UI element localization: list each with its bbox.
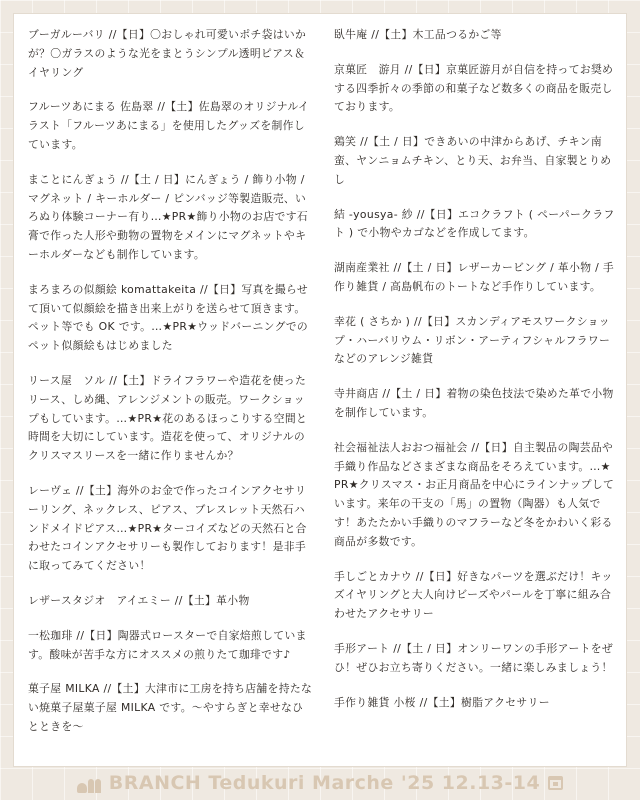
vendor-entry: 京菓匠 游月 //【日】京菓匠游月が自信を持ってお奨めする四季折々の季節の和菓子など数多くの商品を販売しております。 <box>334 62 614 114</box>
vendor-entry: 寺井商店 //【土 / 日】着物の染色技法で染めた革で小物を制作しています。 <box>334 387 614 419</box>
vendor-entry: 手しごとカナウ //【日】好きなパーツを選ぶだけ！キッズイヤリングと大人向けビーズやパールを丁寧に組み合わせたアクセサリー <box>334 569 613 621</box>
vendor-entry: 幸花 ( さちか ) //【日】スカンディアモスワークショップ・ハーバリウム・リボン・アーティフシャルフラワーなどのアレンジ雑貨 <box>334 314 611 366</box>
vendor-entry: 菓子屋 MILKA //【土】大津市に工房を持ち店舗を持たない焼菓子屋菓子屋 MILKA です。〜やすらぎと幸せなひとときを〜 <box>28 682 313 733</box>
left-column <box>28 26 314 737</box>
vendor-entry: 手形アート //【土 / 日】オンリーワンの手形アートをぜひ！ぜひお立ち寄りください。一緒に楽しみましょう！ <box>334 641 614 674</box>
vendor-entry: ブーガルーバリ //【日】〇おしゃれ可愛いポチ袋はいかが？〇ガラスのような光をまとうシンプル透明ピアス＆イヤリング <box>28 28 307 79</box>
vendor-entry: 鶏笑 //【土 / 日】できあいの中津からあげ、チキン南蛮、ヤンニョムチキン、とり天、お弁当、自家製とりめし <box>334 135 612 186</box>
vendor-entry: フルーツあにまる 佐島翠 //【土】佐島翠のオリジナルイラスト「フルーツあにまる」を使用したグッズを制作しています。 <box>28 100 310 151</box>
vendor-entry: まろまろの似顔絵 komattakeita //【日】写真を撮らせて頂いて似顔絵を描き出来上がりを送らせて頂きます。ペット等でも OK です。…★PR★ウッドバーニングでのペット似顔絵もはじめました <box>28 282 309 353</box>
vendor-entry: 一松珈琲 //【日】陶器式ロースターで自家焙煎しています。酸味が苦手な方にオススメの煎りたて珈琲です♪ <box>28 628 307 661</box>
brand-title: BRANCH Tedukuri Marche '25 12.13-14 <box>108 772 541 794</box>
calendar-icon <box>548 776 563 790</box>
tree-people-logo-icon <box>77 773 101 793</box>
vendor-entry: 臥牛庵 //【土】木工品つるかご等 <box>334 28 502 41</box>
vendor-entry: 手作り雑貨 小桜 //【土】樹脂アクセサリー <box>334 695 550 709</box>
vendor-entry: 結 -yousya- 紗 //【日】エコクラフト ( ペーパークラフト ) で小物やカゴなどを作成してます。 <box>334 207 615 240</box>
vendor-entry: まことにんぎょう //【土 / 日】にんぎょう / 飾り小物 / マグネット / キーホルダー / ピンバッジ等製造販売、いろぬり体験コーナー有り…★PR★飾り小物のお店です石膏で作った人形や動物の置物をメインにマグネットやキーホルダーなども制作しています。 <box>28 172 309 261</box>
vendor-list-panel <box>14 14 626 766</box>
right-column <box>334 26 616 712</box>
footer-brand-bar <box>0 766 640 800</box>
vendor-entry: レザースタジオ アイエミー //【土】革小物 <box>28 593 250 607</box>
vendor-entry: 湖南産業社 //【土 / 日】レザーカービング / 革小物 / 手作り雑貨 / 高島帆布のトートなど手作りしています。 <box>334 261 615 293</box>
vendor-entry: リース屋 ソル //【土】ドライフラワーや造花を使ったリース、しめ縄、アレンジメントの販売。ワークショップもしています。…★PR★花のあるほっこりする空間と時間を大切にしています。造花を使って、オリジナルのクリスマスリースを一緒に作りませんか？ <box>28 373 308 463</box>
vendor-entry: 社会福祉法人おおつ福祉会 //【日】自主製品の陶芸品や手織り作品などさまざまな商品をそろえています。…★PR★クリスマス・お正月商品を中心にラインナップしています。来年の干支の「馬」の置物（陶器）も人気です！あたたかい手織りのマフラーなど冬をかわいく彩る商品が多数です。 <box>334 440 615 548</box>
vendor-entry: レーヴェ //【土】海外のお金で作ったコインアクセサリーリング、ネックレス、ピアス、ブレスレット天然石ハンドメイドピアス…★PR★ターコイズなどの天然石と合わせたコインアクセサリーも製作しております！是非手に取ってみてください！ <box>28 483 307 573</box>
